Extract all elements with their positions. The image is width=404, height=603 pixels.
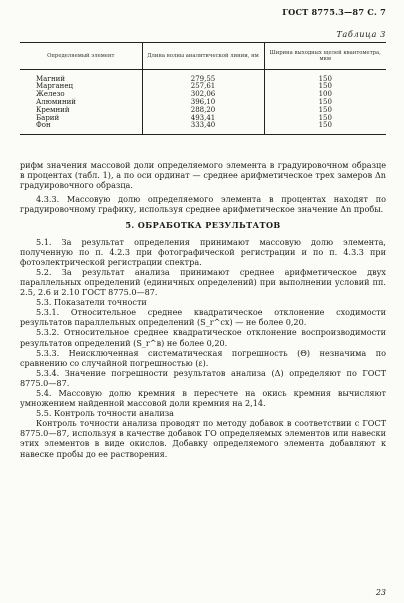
document-header: ГОСТ 8775.3—87 С. 7 — [282, 7, 386, 17]
wavelength-cell: 279,55 — [142, 69, 264, 83]
element-cell: Марганец — [36, 82, 73, 91]
wavelength-cell: 396,10 — [142, 99, 264, 107]
element-cell: Магний — [36, 74, 66, 83]
element-cell: Барий — [36, 113, 60, 122]
page-number: 23 — [375, 588, 386, 597]
slit-width-cell: 150 — [264, 115, 386, 123]
paragraph-5-2: 5.2. За результат анализа принимают среднее арифметическое двух параллельных определений (единичных определений) при выполнении условий пп. 2.5, 2.6 и 2.10 ГОСТ 8775.0—87. — [20, 266, 386, 298]
element-cell: Алюминий — [36, 97, 76, 106]
wavelength-table — [20, 42, 386, 135]
document-body — [20, 160, 386, 459]
paragraph: рифм значения массовой доли определяемого элемента в градуировочном образце в процентах (табл. 1), а по оси ординат — среднее арифметическое трех замеров Δn градуировочного образца. — [20, 160, 386, 191]
element-cell: Железо — [36, 90, 65, 99]
slit-width-cell: 150 — [264, 99, 386, 107]
element-cell: Фон — [20, 122, 142, 134]
paragraph-5-3-1: 5.3.1. Относительное среднее квадратическое отклонение сходимости результатов параллельных определений (S_r^сх) — не более 0,20. — [20, 307, 386, 328]
slit-width-cell: 150 — [264, 122, 386, 134]
slit-width-cell: 100 — [264, 91, 386, 99]
slit-width-cell: 150 — [264, 83, 386, 91]
column-header-element: Определяемый элемент — [20, 43, 142, 70]
paragraph-5-3-4: 5.3.4. Значение погрешности результатов анализа (Δ) определяют по ГОСТ 8775.0—87. — [20, 367, 386, 388]
slit-width-cell: 150 — [264, 69, 386, 83]
section-heading: 5. ОБРАБОТКА РЕЗУЛЬТАТОВ — [125, 220, 281, 231]
element-cell: Кремний — [36, 105, 70, 114]
paragraph-5-3: 5.3. Показатели точности — [36, 297, 147, 308]
paragraph-5-5: 5.5. Контроль точности анализа — [36, 408, 174, 419]
paragraph-5-1: 5.1. За результат определения принимают массовую долю элемента, полученную по п. 4.2.3 при фотографической регистрации и по п. 4.3.3 при фотоэлектрической регистрации спектра. — [20, 236, 386, 267]
wavelength-cell: 493,41 — [142, 115, 264, 123]
table-row — [20, 69, 386, 83]
column-header-wavelength: Длина волны аналитической линии, нм — [142, 43, 264, 70]
paragraph-5-3-3: 5.3.3. Неисключенная систематическая погрешность (Θ) незначима по сравнению со случайной погрешностью (ε). — [20, 347, 386, 368]
wavelength-cell: 333,40 — [142, 122, 264, 134]
paragraph-4-3-3: 4.3.3. Массовую долю определяемого элемента в процентах находят по градуировочному графику, используя среднее арифметическое значение Δn пробы. — [20, 194, 386, 215]
column-header-slit-width: Ширина выходных щелей квантометра, мкм — [264, 43, 386, 70]
paragraph-5-4: 5.4. Массовую долю кремния в пересчете на окись кремния вычисляют умножением найденной массовой доли кремния на 2,14. — [20, 387, 386, 409]
table-row — [20, 122, 386, 134]
paragraph-accuracy-control: Контроль точности анализа проводят по методу добавок в соответствии с ГОСТ 8775.0—87, используя в качестве добавок ГО определяемых элементов или навески этих элементов в виде окислов. Добавку определяемого элемента добавляют к навеске пробы до ее растворения. — [20, 418, 386, 459]
wavelength-cell: 302,06 — [142, 91, 264, 99]
wavelength-cell: 288,20 — [142, 107, 264, 115]
paragraph-5-3-2: 5.3.2. Относительное среднее квадратическое отклонение воспроизводимости результатов определений (S_r^в) не более 0,20. — [20, 327, 386, 348]
wavelength-cell: 257,61 — [142, 83, 264, 91]
table-caption: Таблица 3 — [336, 29, 386, 39]
slit-width-cell: 150 — [264, 107, 386, 115]
